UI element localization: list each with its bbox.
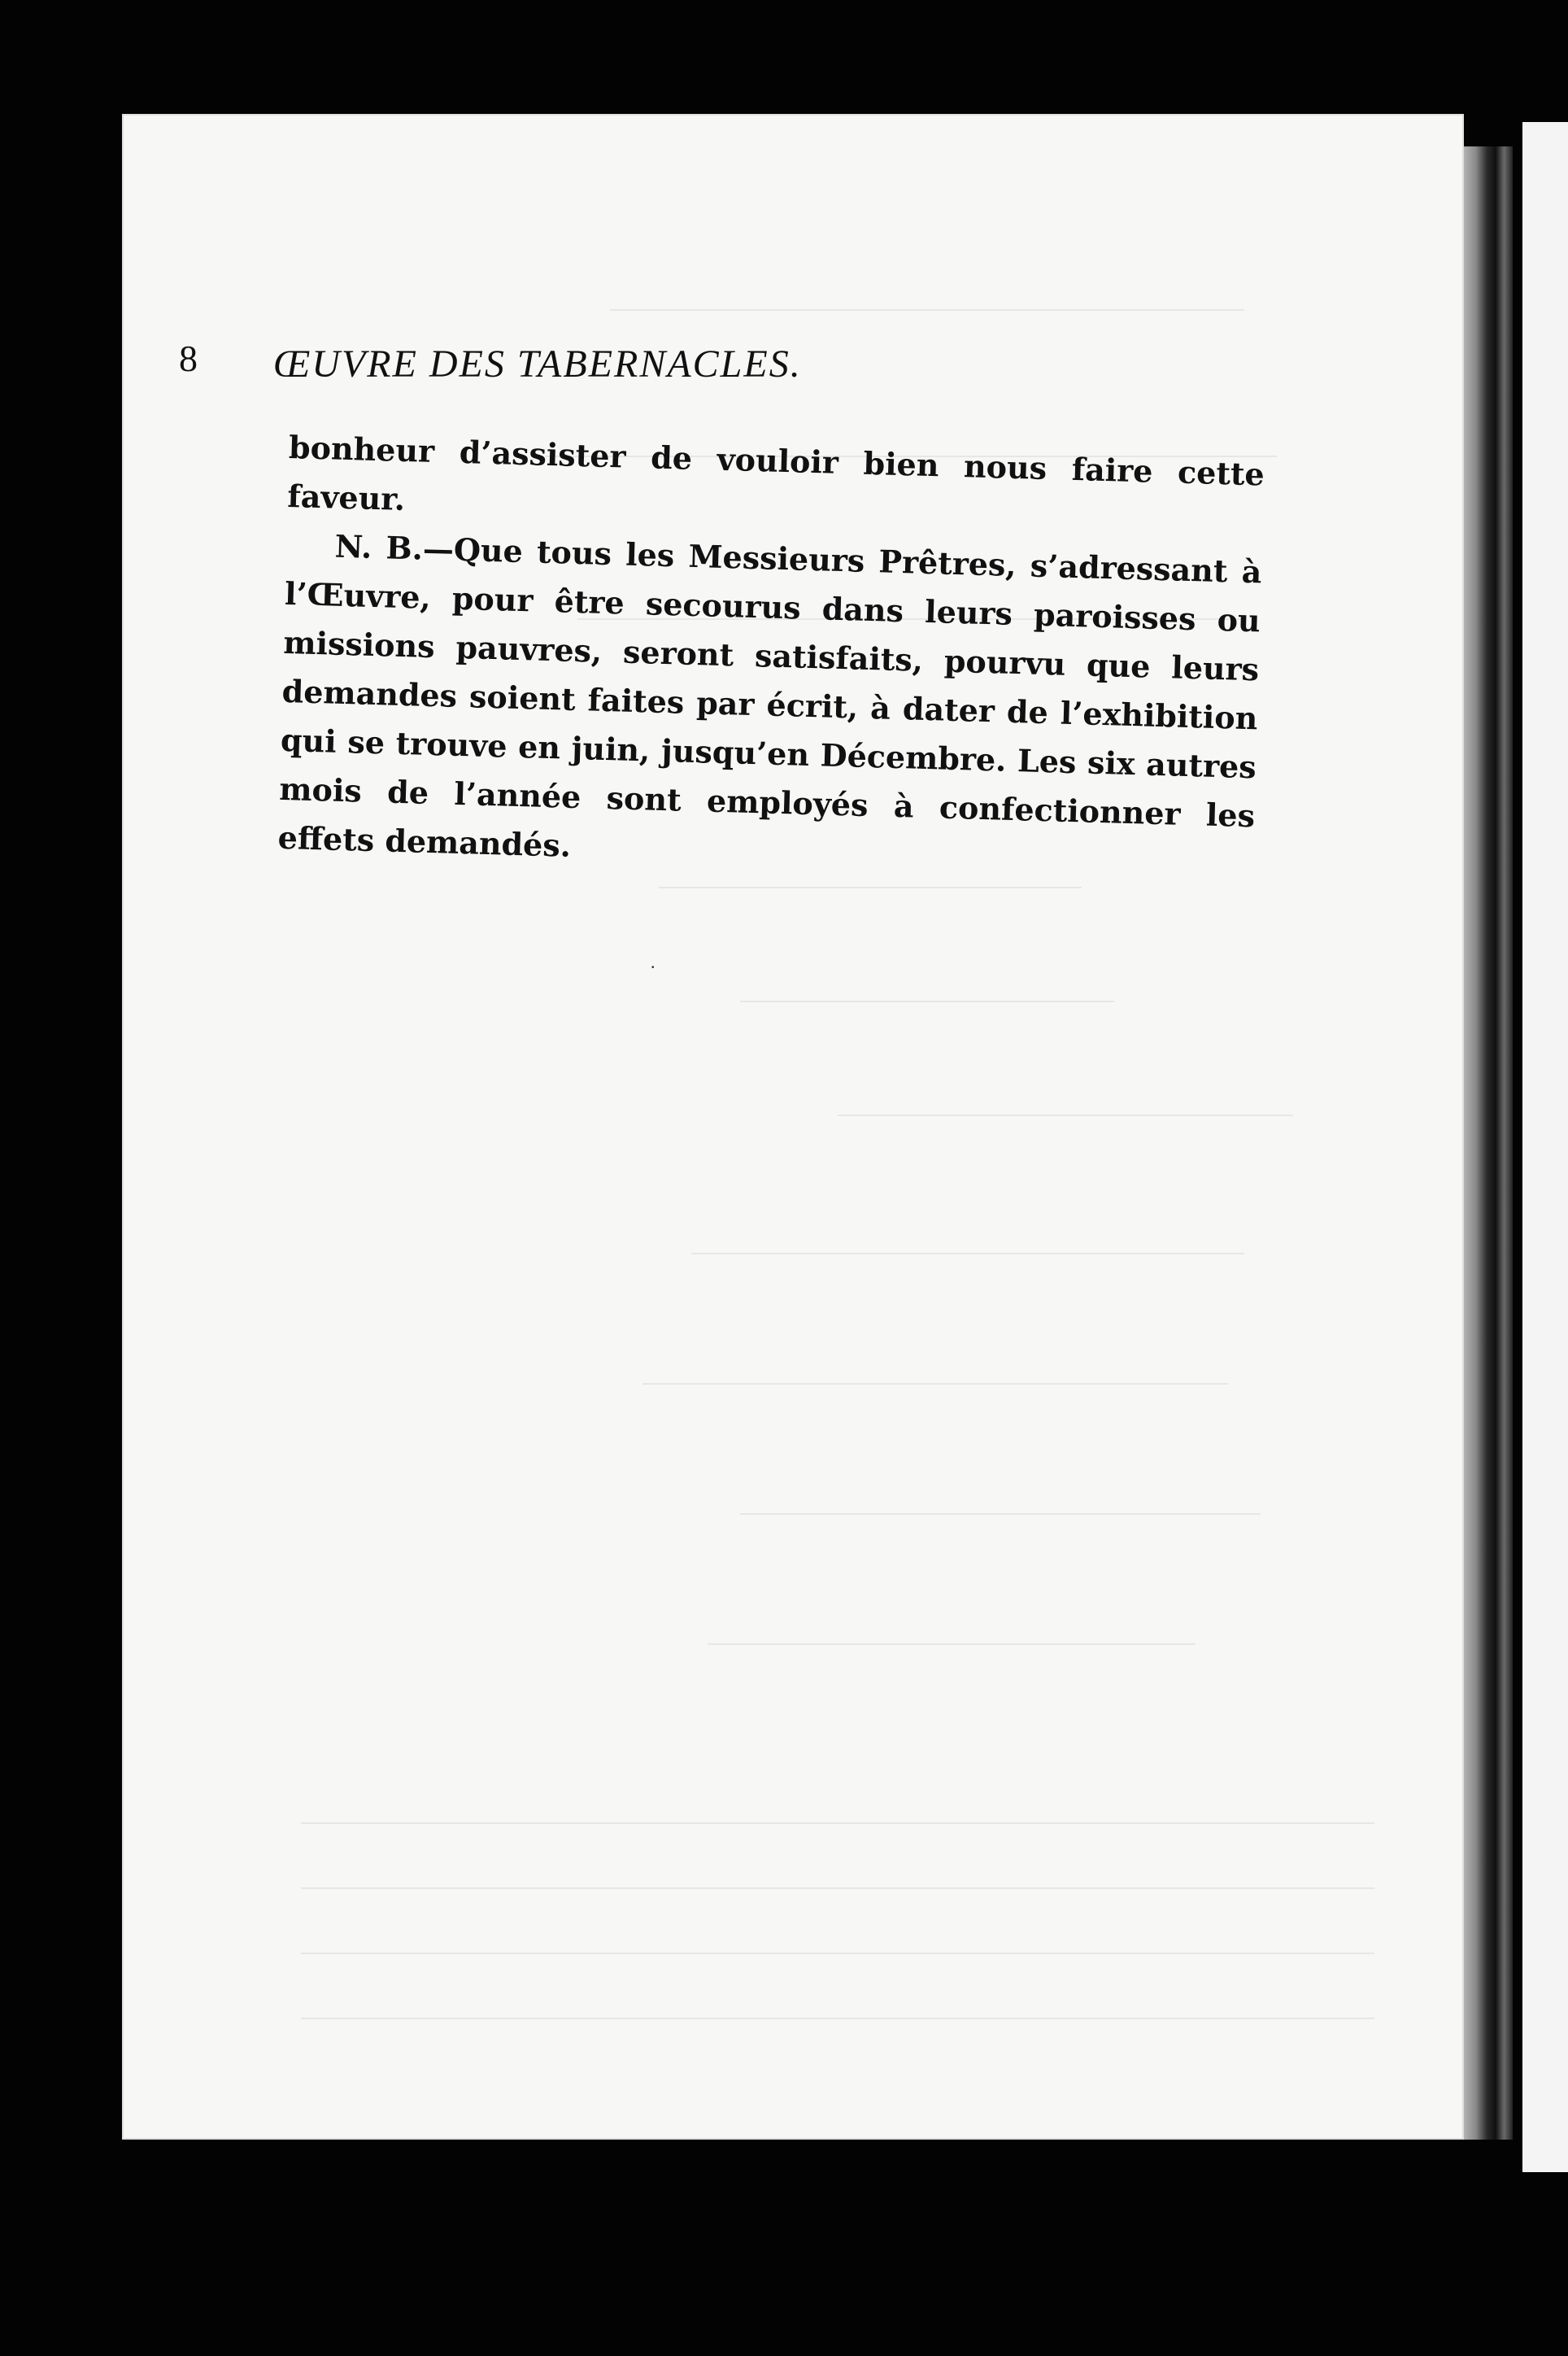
bleed-through-texture [122, 114, 1464, 2140]
page-binding-edge [1456, 146, 1513, 2140]
running-title: ŒUVRE DES TABERNACLES. [273, 342, 802, 386]
page-number: 8 [179, 338, 198, 379]
paragraph: bonheur d’assister de vouloir bien nous faire cette faveur. [286, 428, 1265, 517]
page-header [179, 332, 1139, 397]
stray-mark: . [651, 952, 656, 972]
document-page [122, 114, 1464, 2140]
body-text [277, 423, 1265, 889]
adjacent-page-edge [1522, 122, 1568, 2172]
paragraph-nb: N. B.—Que tous les Messieurs Prêtres, s’adressant à l’Œuvre, pour être secourus dans leurs paroisses ou missions pauvres, seront satisfaits, pourvu que leurs demandes soient faites par écrit, à dater de l’exhibition qui se trouve en juin, jusqu’en Décembre. Les six autres mois de l’année sont employés à confectionner les effets demandés. [277, 527, 1262, 864]
